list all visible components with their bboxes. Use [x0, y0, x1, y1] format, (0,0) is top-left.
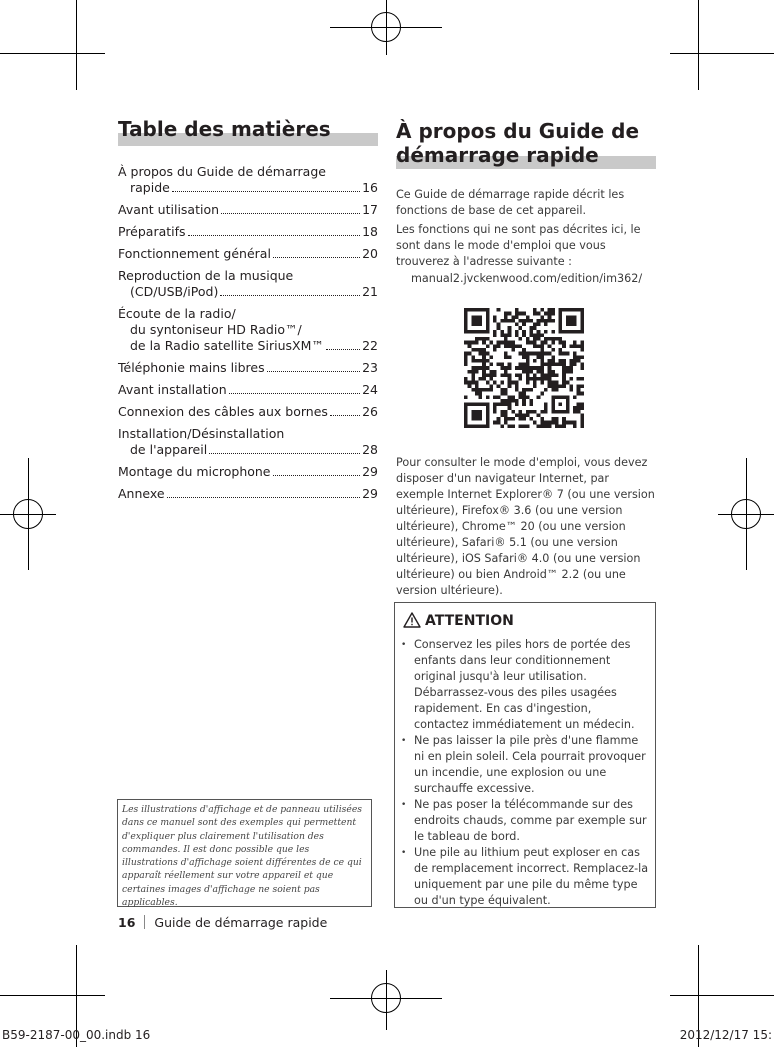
toc-entry-line — [118, 284, 378, 300]
toc-entry-text: Montage du microphone — [118, 464, 271, 479]
toc-page-number: 20 — [362, 246, 378, 261]
toc-page-number: 29 — [362, 464, 378, 479]
toc-page-number: 18 — [362, 224, 378, 239]
toc-entry-line — [118, 202, 378, 218]
toc-page-number: 16 — [362, 180, 378, 195]
qr-code[interactable] — [464, 308, 584, 428]
toc-entry[interactable] — [118, 268, 378, 300]
page-number: 16 — [118, 915, 136, 930]
toc-entry-line — [118, 360, 378, 376]
about-title-line1: À propos du Guide de — [396, 119, 640, 143]
toc-page-number: 22 — [362, 338, 378, 353]
crop-mark — [0, 995, 105, 996]
attention-heading: ATTENTION — [425, 613, 514, 629]
toc-entry-text: Installation/Désinstallation — [118, 426, 285, 441]
toc-entry-text: Connexion des câbles aux bornes — [118, 404, 328, 419]
toc-entry-text: du syntoniseur HD Radio™/ — [130, 322, 302, 337]
about-title — [396, 119, 639, 167]
print-slug-left: B59-2187-00_00.indb 16 — [2, 1028, 151, 1042]
toc-leader-dots — [326, 349, 360, 350]
toc-page-number: 29 — [362, 486, 378, 501]
toc-entry-text: Annexe — [118, 486, 165, 501]
toc-entry[interactable] — [118, 306, 378, 354]
about-paragraph-1: Ce Guide de démarrage rapide décrit les fonctions de base de cet appareil. — [396, 188, 625, 217]
toc-entry-line — [118, 224, 378, 240]
toc-leader-dots — [221, 213, 360, 214]
toc-entry[interactable] — [118, 164, 378, 196]
attention-list — [401, 637, 649, 909]
toc-entry[interactable] — [118, 426, 378, 458]
crop-mark — [670, 995, 774, 996]
toc-entry-line — [118, 382, 378, 398]
registration-circle — [731, 499, 761, 529]
toc-entry[interactable] — [118, 486, 378, 502]
toc-leader-dots — [273, 475, 361, 476]
toc-leader-dots — [167, 497, 361, 498]
attention-item: • Ne pas laisser la pile près d'une flamme ni en plein soleil. Cela pourrait provoquer un incendie, une explosion ou une surchauffe excessive. — [401, 733, 649, 797]
toc-entry-line — [118, 442, 378, 458]
about-title-line2: démarrage rapide — [396, 143, 599, 167]
toc-page-number: 17 — [362, 202, 378, 217]
about-paragraph-3: Pour consulter le mode d'emploi, vous devez disposer d'un navigateur Internet, par exemple Internet Explorer® 7 (ou une version ultérieure), Firefox® 3.6 (ou une version ultérieure), Chrome™ 20 (ou une version ultérieure), Safari® 5.1 (ou une version ultérieure), iOS Safari® 4.0 (ou une version ultérieure) ou bien Android™ 2.2 (ou une version ultérieure). — [396, 456, 655, 597]
toc-leader-dots — [229, 393, 360, 394]
toc-page-number: 23 — [362, 360, 378, 375]
toc-leader-dots — [330, 415, 360, 416]
warning-icon — [403, 612, 421, 628]
crop-mark — [76, 0, 77, 90]
toc-entry-text: Avant utilisation — [118, 202, 220, 217]
toc-entry-text: (CD/USB/iPod) — [130, 284, 219, 299]
toc-leader-dots — [267, 371, 360, 372]
toc-entry-text: de l'appareil — [130, 442, 208, 457]
toc-entry-text: Écoute de la radio/ — [118, 306, 236, 321]
page-footer — [118, 915, 327, 930]
attention-item: • Une pile au lithium peut exploser en cas de remplacement incorrect. Remplacez-la uniquement par une pile du même type ou d'un type équivalent. — [401, 845, 649, 909]
toc-leader-dots — [172, 191, 360, 192]
toc-entry[interactable] — [118, 360, 378, 376]
toc-entry-text: Avant installation — [118, 382, 227, 397]
registration-circle — [371, 12, 401, 42]
toc-entry-line — [118, 180, 378, 196]
toc-entry-line — [118, 464, 378, 480]
attention-box — [394, 602, 656, 908]
illustration-note: Les illustrations d'affichage et de panneau utilisées dans ce manuel sont des exemples qui permettent d'expliquer plus clairement l'utilisation des commandes. Il est donc possible que les illustrations d'affichage soient différentes de ce qui apparaît réellement sur votre appareil et que certaines images d'affichage ne soient pas applicables. — [117, 799, 372, 907]
registration-circle — [13, 499, 43, 529]
toc-entry-line — [118, 246, 378, 262]
manual-url[interactable]: manual2.jvckenwood.com/edition/im362/ — [411, 272, 643, 285]
toc-entry-text: À propos du Guide de démarrage — [118, 164, 326, 179]
toc-page-number: 26 — [362, 404, 378, 419]
print-slug-right: 2012/12/17 15: — [679, 1028, 772, 1042]
toc-entry-text: Téléphonie mains libres — [118, 360, 265, 375]
toc-entry[interactable] — [118, 464, 378, 480]
toc-entry-text: Préparatifs — [118, 224, 186, 239]
toc-entry[interactable] — [118, 382, 378, 398]
toc-leader-dots — [220, 295, 360, 296]
toc-entry[interactable] — [118, 404, 378, 420]
footer-divider — [144, 915, 145, 929]
toc-entry-text: Reproduction de la musique — [118, 268, 294, 283]
crop-mark — [670, 53, 774, 54]
toc-entry-line — [118, 486, 378, 502]
toc-entry-text: de la Radio satellite SiriusXM™ — [130, 338, 324, 353]
toc-page-number: 21 — [362, 284, 378, 299]
toc-leader-dots — [188, 235, 361, 236]
toc-leader-dots — [209, 453, 360, 454]
toc-entry-text: rapide — [130, 180, 170, 195]
toc-title: Table des matières — [118, 117, 331, 141]
toc-entry[interactable] — [118, 224, 378, 240]
toc-entry-line — [118, 404, 378, 420]
toc-page-number: 24 — [362, 382, 378, 397]
attention-item: • Conservez les piles hors de portée des enfants dans leur conditionnement original jusqu'à leur utilisation. Débarrassez-vous des piles usagées rapidement. En cas d'ingestion, contactez immédiatement un médecin. — [401, 637, 649, 733]
toc-leader-dots — [273, 257, 360, 258]
attention-item: • Ne pas poser la télécommande sur des endroits chauds, comme par exemple sur le tableau de bord. — [401, 797, 649, 845]
table-of-contents — [118, 164, 378, 508]
crop-mark — [0, 53, 105, 54]
about-paragraph-2: Les fonctions qui ne sont pas décrites ici, le sont dans le mode d'emploi que vous trouverez à l'adresse suivante : — [396, 223, 641, 268]
guide-name: Guide de démarrage rapide — [154, 915, 328, 930]
crop-mark — [698, 0, 699, 90]
registration-circle — [371, 983, 401, 1013]
toc-entry[interactable] — [118, 202, 378, 218]
toc-page-number: 28 — [362, 442, 378, 457]
toc-entry-line — [118, 338, 378, 354]
toc-entry[interactable] — [118, 246, 378, 262]
toc-entry-text: Fonctionnement général — [118, 246, 271, 261]
